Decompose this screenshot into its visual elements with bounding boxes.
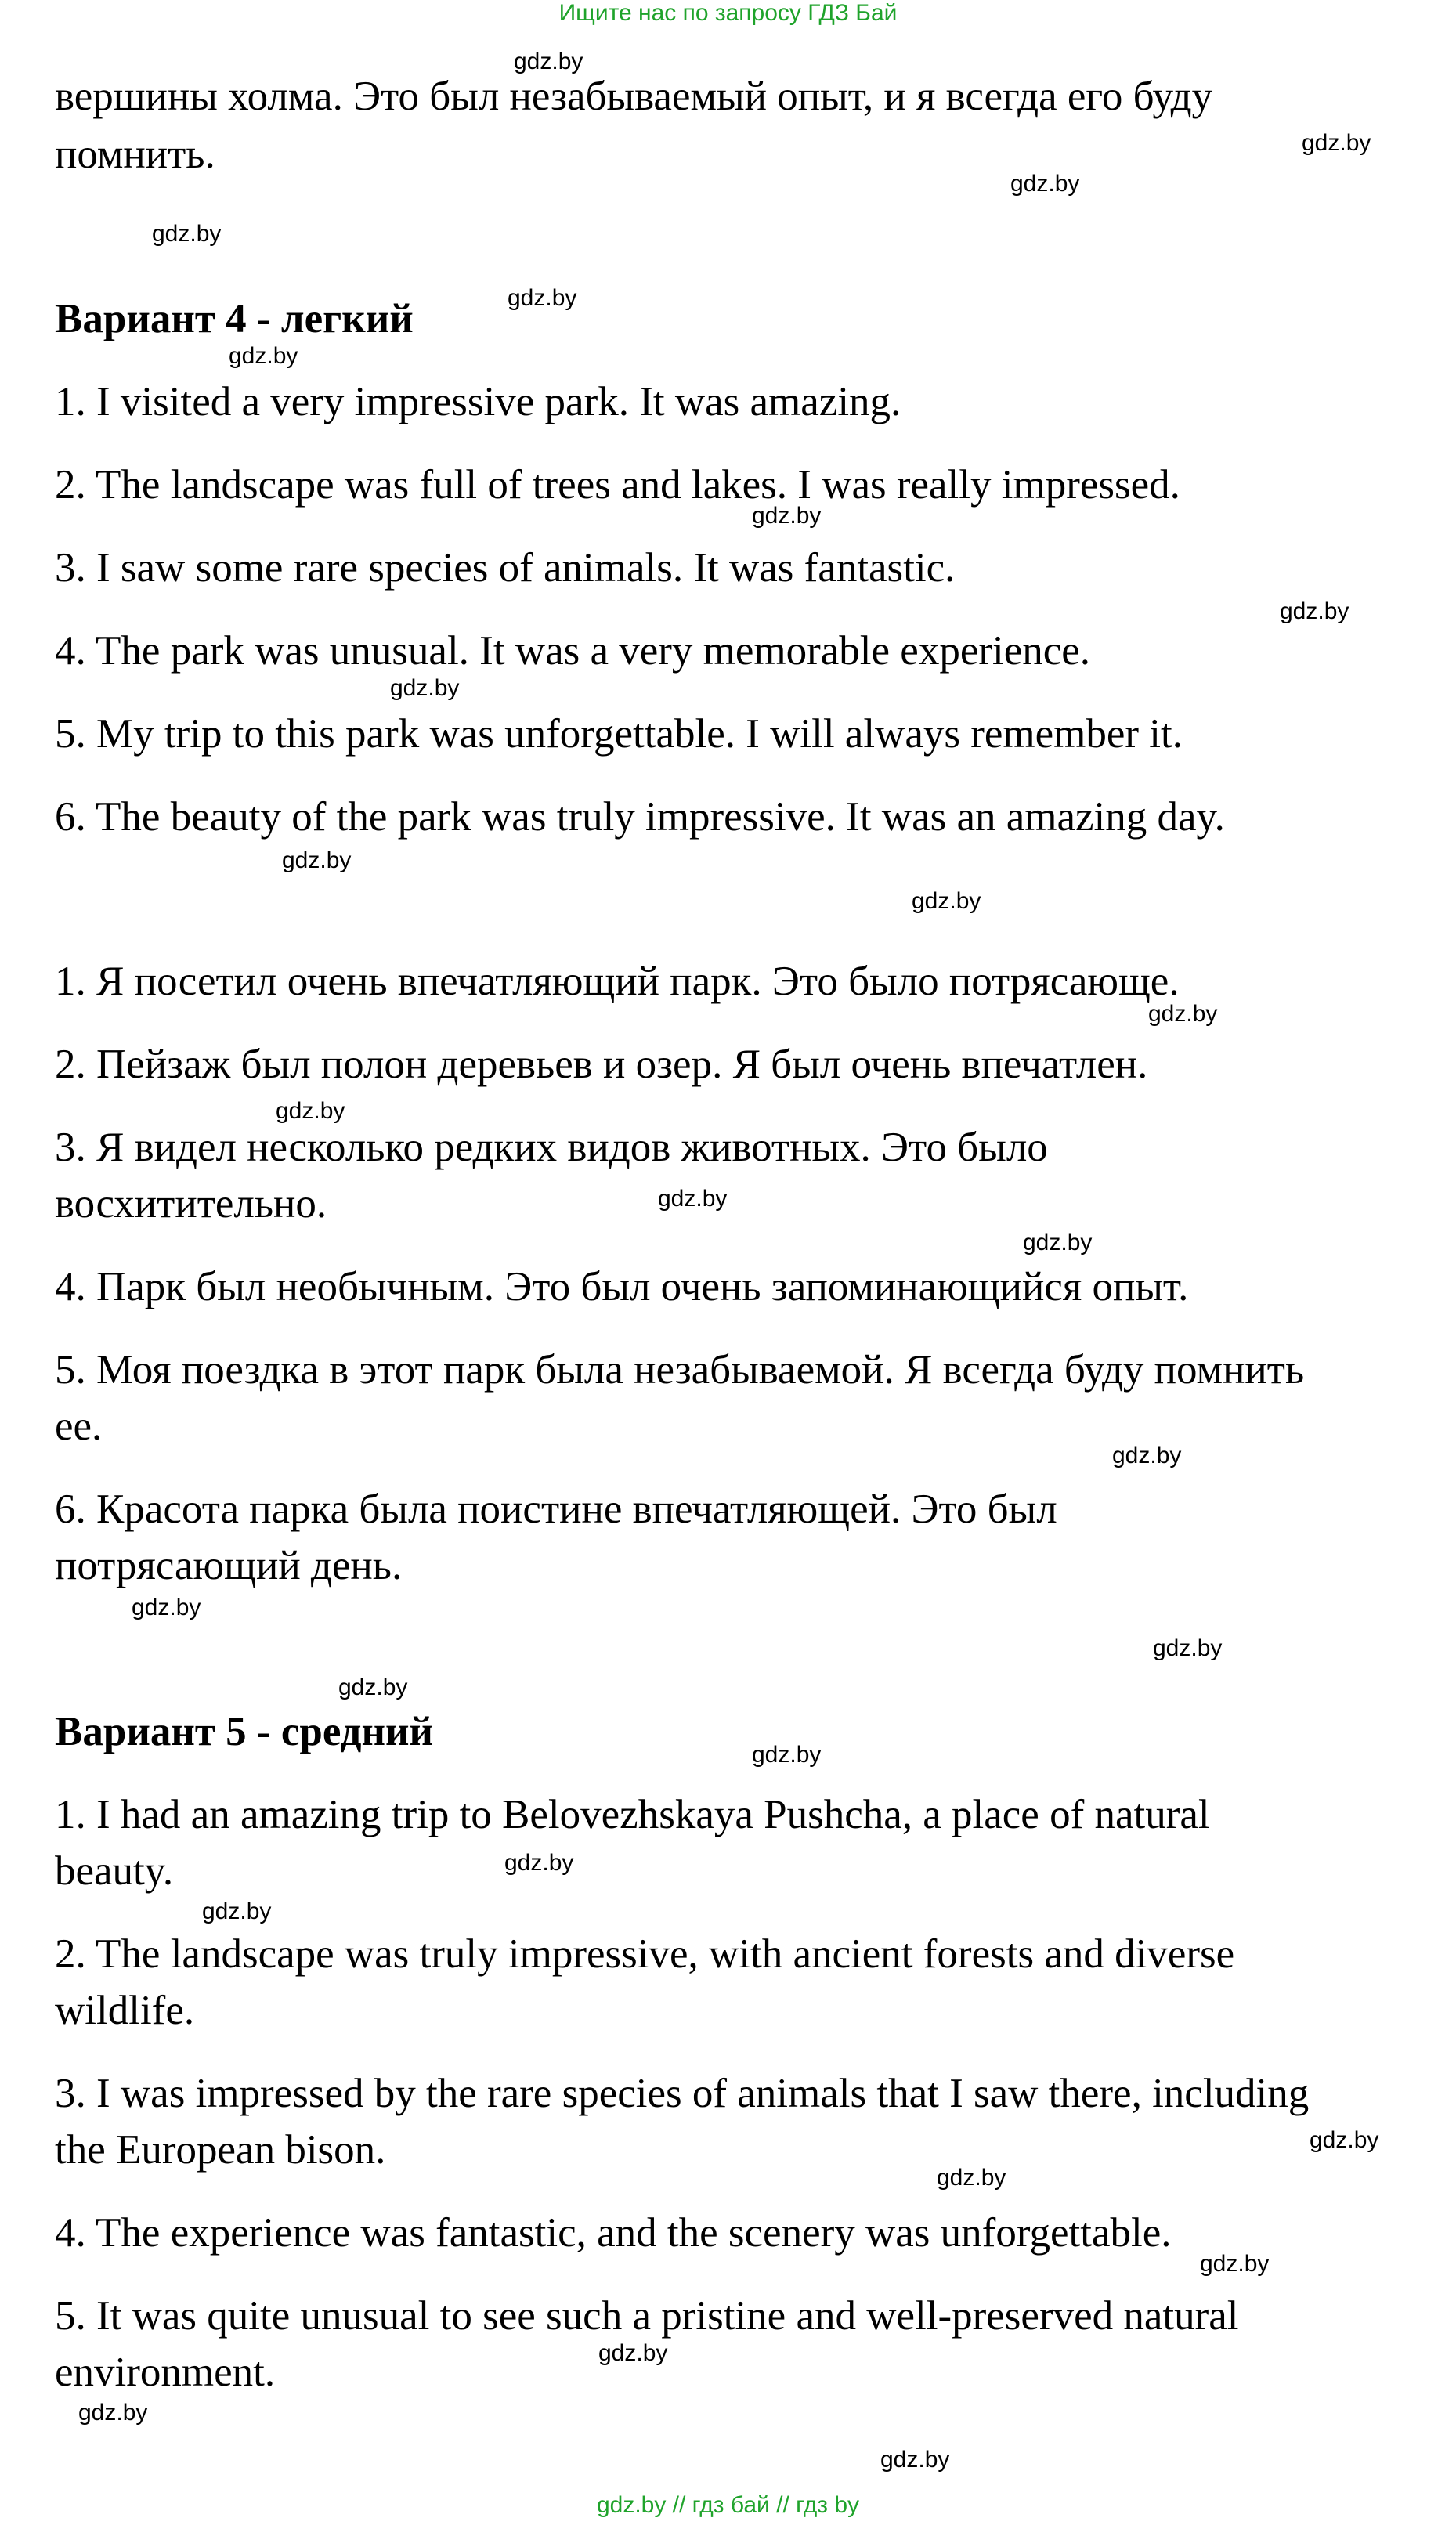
variant-4-ru-item-3-cont: восхитительно. <box>55 1181 327 1226</box>
watermark: gdz.by <box>1310 2127 1379 2153</box>
watermark: gdz.by <box>1112 1443 1182 1468</box>
watermark: gdz.by <box>752 1742 822 1768</box>
variant-4-ru-item-5: 5. Моя поездка в этот парк была незабываемой. Я всегда буду помнить <box>55 1347 1305 1393</box>
variant-4-title: Вариант 4 - легкий <box>55 296 414 341</box>
variant-4-ru-item-2: 2. Пейзаж был полон деревьев и озер. Я был очень впечатлен. <box>55 1042 1148 1087</box>
intro-line-2: помнить. <box>55 132 215 177</box>
watermark: gdz.by <box>752 503 822 529</box>
watermark: gdz.by <box>937 2165 1006 2191</box>
watermark: gdz.by <box>132 1595 201 1620</box>
watermark: gdz.by <box>880 2447 950 2473</box>
watermark: gdz.by <box>912 888 981 914</box>
variant-4-en-item-3: 3. I saw some rare species of animals. It was fantastic. <box>55 545 956 591</box>
variant-5-en-item-4: 4. The experience was fantastic, and the scenery was unforgettable. <box>55 2210 1172 2256</box>
variant-5-en-item-2: 2. The landscape was truly impressive, with ancient forests and diverse <box>55 1931 1235 1977</box>
variant-5-en-item-3-cont: the European bison. <box>55 2127 386 2173</box>
watermark: gdz.by <box>202 1898 272 1924</box>
footer-links: gdz.by // гдз бай // гдз by <box>596 2492 860 2518</box>
watermark: gdz.by <box>1010 171 1080 197</box>
variant-4-en-item-6: 6. The beauty of the park was truly impressive. It was an amazing day. <box>55 794 1225 840</box>
variant-4-ru-item-1: 1. Я посетил очень впечатляющий парк. Это было потрясающе. <box>55 959 1180 1004</box>
variant-5-en-item-1: 1. I had an amazing trip to Belovezhskaya Pushcha, a place of natural <box>55 1792 1210 1837</box>
watermark: gdz.by <box>598 2340 668 2366</box>
variant-4-ru-item-5-cont: ее. <box>55 1403 103 1449</box>
watermark: gdz.by <box>1023 1230 1093 1255</box>
variant-4-en-item-2: 2. The landscape was full of trees and lakes. I was really impressed. <box>55 462 1180 508</box>
variant-4-ru-item-4: 4. Парк был необычным. Это был очень запоминающийся опыт. <box>55 1264 1189 1309</box>
variant-5-en-item-2-cont: wildlife. <box>55 1988 195 2033</box>
watermark: gdz.by <box>658 1186 728 1212</box>
intro-line-1: вершины холма. Это был незабываемый опыт, и я всегда его буду <box>55 74 1213 119</box>
watermark: gdz.by <box>1280 598 1349 624</box>
variant-4-en-item-1: 1. I visited a very impressive park. It was amazing. <box>55 379 901 424</box>
top-banner: Ищите нас по запросу ГДЗ Бай <box>558 0 898 26</box>
watermark: gdz.by <box>276 1098 345 1124</box>
variant-5-en-item-5: 5. It was quite unusual to see such a pristine and well-preserved natural <box>55 2293 1239 2339</box>
watermark: gdz.by <box>1148 1001 1218 1027</box>
watermark: gdz.by <box>229 343 298 369</box>
watermark: gdz.by <box>282 847 352 873</box>
watermark: gdz.by <box>508 285 577 311</box>
variant-5-en-item-3: 3. I was impressed by the rare species of animals that I saw there, including <box>55 2071 1310 2116</box>
watermark: gdz.by <box>1153 1635 1223 1661</box>
variant-5-title: Вариант 5 - средний <box>55 1709 434 1754</box>
watermark: gdz.by <box>1302 130 1371 156</box>
watermark: gdz.by <box>504 1850 574 1876</box>
variant-4-ru-item-6-cont: потрясающий день. <box>55 1543 403 1588</box>
variant-5-en-item-1-cont: beauty. <box>55 1848 174 1894</box>
watermark: gdz.by <box>152 221 222 247</box>
watermark: gdz.by <box>390 675 460 701</box>
watermark: gdz.by <box>338 1674 408 1700</box>
watermark: gdz.by <box>78 2400 148 2426</box>
watermark: gdz.by <box>514 49 583 74</box>
watermark: gdz.by <box>1200 2251 1270 2277</box>
variant-4-ru-item-3: 3. Я видел несколько редких видов животных. Это было <box>55 1125 1048 1170</box>
variant-4-en-item-4: 4. The park was unusual. It was a very memorable experience. <box>55 628 1091 674</box>
variant-4-en-item-5: 5. My trip to this park was unforgettable. I will always remember it. <box>55 711 1183 757</box>
variant-4-ru-item-6: 6. Красота парка была поистине впечатляющей. Это был <box>55 1486 1057 1532</box>
variant-5-en-item-5-cont: environment. <box>55 2350 276 2395</box>
